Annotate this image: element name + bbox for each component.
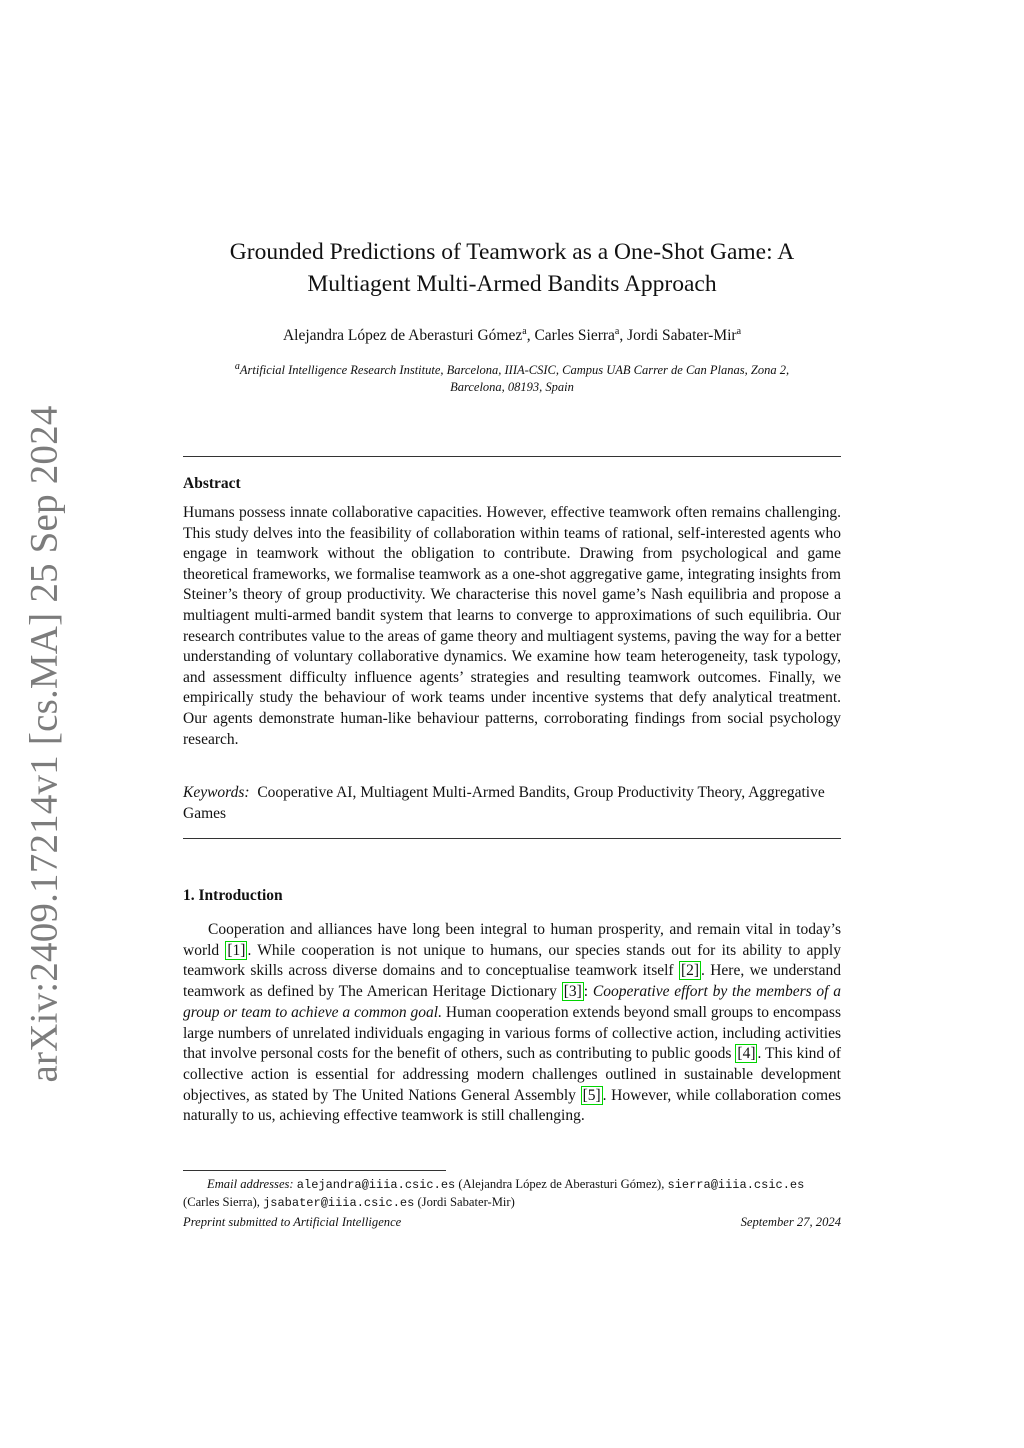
citation-link[interactable]: [1] [227, 941, 246, 959]
preprint-footer [183, 1214, 841, 1231]
email-separator: , [661, 1177, 668, 1191]
keywords [183, 783, 841, 824]
citation-link[interactable]: [2] [680, 962, 700, 980]
author: Alejandra López de Aberasturi Gómez [282, 327, 523, 344]
author: Jordi Sabater-Mir [627, 327, 737, 344]
abstract-bottom-rule [183, 838, 841, 839]
email-address[interactable]: jsabater@iiia.csic.es [263, 1195, 415, 1210]
footnote-rule [183, 1170, 446, 1171]
paragraph-text: . Here, we understand teamwork as defined by The American Heritage Dictionary [183, 962, 841, 1001]
author-list [183, 326, 841, 346]
author: Carles Sierra [534, 327, 615, 344]
paper-title-line-1: Grounded Predictions of Teamwork as a One-Shot Game: A [229, 239, 795, 265]
paragraph-text: . However, while collaboration comes naturally to us, achieving effective teamwork is still challenging. [183, 1086, 841, 1125]
paper-title [183, 236, 841, 300]
arxiv-identifier: arXiv:2409.17214v1 [cs.MA] 25 Sep 2024 [22, 405, 66, 1083]
abstract-heading: Abstract [183, 475, 241, 492]
preprint-date: September 27, 2024 [740, 1215, 841, 1229]
paragraph-text: . While cooperation is not unique to humans, our species stands out for its ability to apply teamwork skills across diverse domains and to conceptualise teamwork itself [183, 941, 841, 980]
paragraph-text: Human cooperation extends beyond small groups to encompass large numbers of unrelated individuals engaging in various forms of collective action, including activities that involve personal costs for the benefit of others, such as contributing to public goods [183, 1003, 841, 1063]
author-separator: , [526, 327, 535, 344]
preprint-venue: Preprint submitted to Artificial Intelligence [183, 1215, 402, 1229]
introduction-paragraph [183, 920, 841, 1127]
affiliation [210, 362, 814, 396]
paragraph-text: : [583, 983, 593, 1001]
keywords-text: Cooperative AI, Multiagent Multi-Armed Bandits, Group Productivity Theory, Aggregative Games [183, 784, 825, 822]
citation-link[interactable]: [3] [563, 983, 582, 1001]
affiliation-text: Artificial Intelligence Research Institute, Barcelona, IIIA-CSIC, Campus UAB Carrer de Can Planas, Zona 2, Barcelona, 08193, Spain [239, 363, 790, 394]
paragraph-text: Cooperation and alliances have long been integral to human prosperity, and remain vital in today’s world [183, 921, 841, 959]
author-affiliation-marker: a [614, 325, 620, 337]
email-separator: , [256, 1194, 264, 1209]
affiliation-marker: a [234, 360, 240, 372]
author-affiliation-marker: a [522, 325, 527, 337]
author-separator: , [619, 327, 628, 344]
paper-title-line-2: Multiagent Multi-Armed Bandits Approach [307, 271, 717, 297]
email-owner: (Carles Sierra) [183, 1194, 257, 1209]
abstract-body: Humans possess innate collaborative capacities. However, effective teamwork often remains challenging. This study delves into the feasibility of collaboration within teams of rational, self-interested agents who engage in teamwork without the obligation to contribute. Drawing from psychological and game theoretical frameworks, we formalise teamwork as a one-shot aggregative game, integrating insights from Steiner’s theory of group productivity. We characterise this novel game’s Nash equilibria and propose a multiagent multi-armed bandit system that learns to converge to approximations of such equilibria. Our research contributes value to the areas of game theory and multiagent systems, paving the way for a better understanding of voluntary collaborative dynamics. We examine how team heterogeneity, task typology, and assessment difficulty influence agents’ strategies and resulting teamwork outcomes. Finally, we empirically study the behaviour of work teams under incentive systems that defy analytical treatment. Our agents demonstrate human-like behaviour patterns, corroborating findings from social psychology research. [183, 504, 841, 748]
definition-quote: Cooperative effort by the members of a group or team to achieve a common goal. [183, 983, 841, 1021]
email-address[interactable]: alejandra@iiia.csic.es [296, 1178, 456, 1192]
author-affiliation-marker: a [736, 325, 742, 337]
paragraph-text: . This kind of collective action is essential for addressing modern challenges outlined in sustainable development objectives, as stated by The United Nations General Assembly [183, 1045, 842, 1104]
keywords-label: Keywords: [183, 784, 250, 801]
email-footnote-label: Email addresses: [207, 1177, 294, 1191]
email-owner: (Jordi Sabater-Mir) [417, 1194, 515, 1209]
citation-link[interactable]: [5] [582, 1086, 601, 1104]
citation-link[interactable]: [4] [737, 1045, 756, 1063]
section-heading-introduction: 1. Introduction [183, 887, 283, 904]
email-owner: (Alejandra López de Aberasturi Gómez) [458, 1177, 662, 1191]
abstract-top-rule [183, 456, 841, 457]
email-address[interactable]: sierra@iiia.csic.es [667, 1178, 805, 1192]
email-footnote [183, 1176, 841, 1212]
